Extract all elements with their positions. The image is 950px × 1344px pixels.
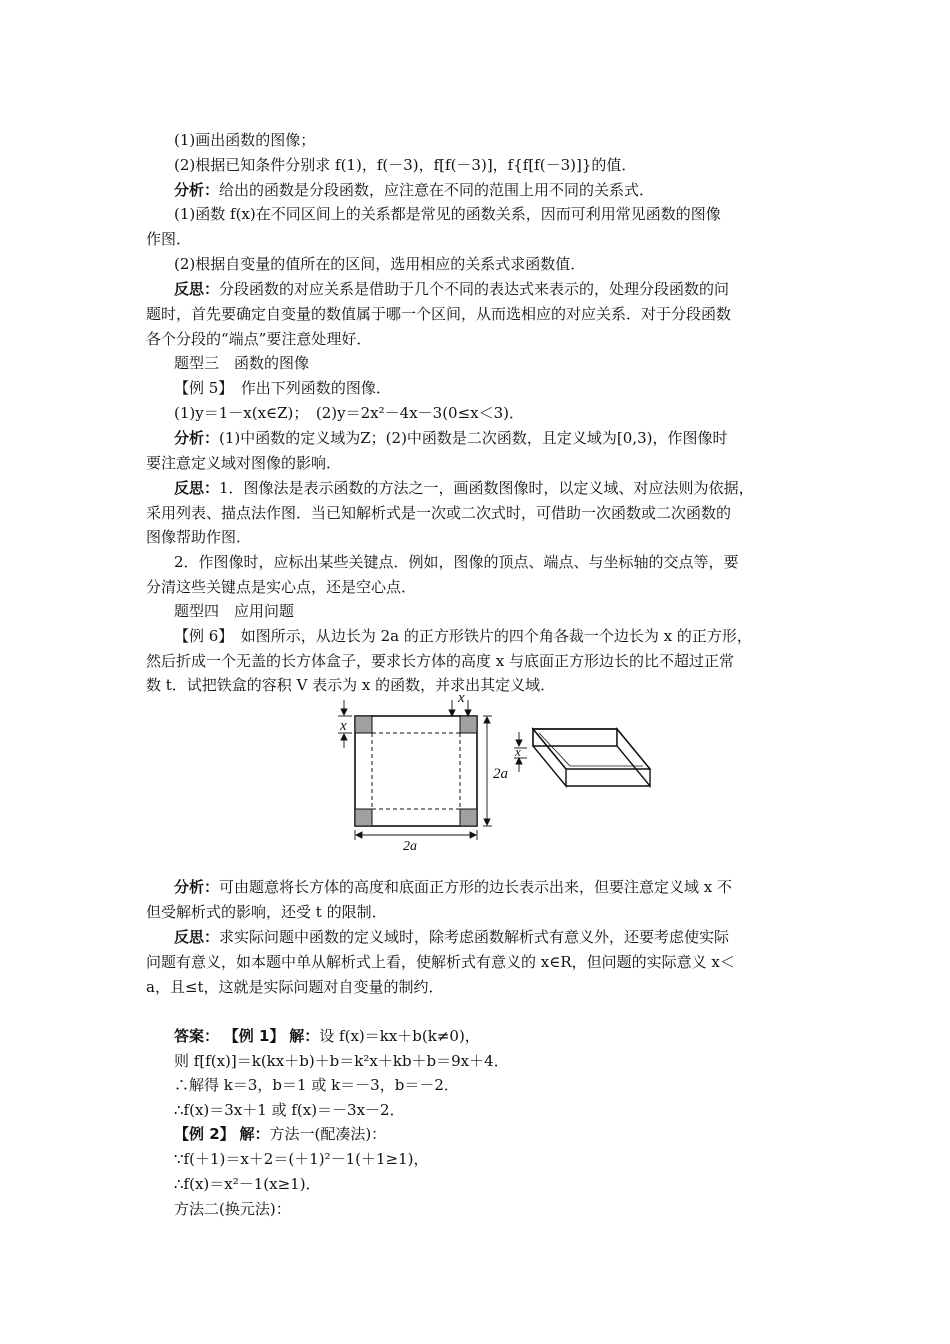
line-3 [174, 178, 654, 202]
answer-line-4: ∴f(x)＝3x＋1 或 f(x)＝－3x－2． [174, 1101, 405, 1119]
line-25: 但受解析式的影响，还受 t 的限制． [146, 903, 387, 921]
answer-line-6: ∵f(＋1)＝x＋2＝(＋1)²－1(＋1≥1)， [174, 1150, 429, 1168]
line-13-text: (1)中函数的定义域为Z；(2)中函数是二次函数，且定义域为[0,3)，作图像时 [219, 429, 728, 447]
analysis-label: 分析： [174, 429, 220, 447]
line-6: (2)根据自变量的值所在的区间，选用相应的关系式求函数值． [174, 255, 586, 273]
example-6-line-3: 数 t．试把铁盒的容积 V 表示为 x 的函数，并求出其定义域． [146, 676, 556, 694]
line-9: 各个分段的“端点”要注意处理好． [146, 330, 372, 348]
line-14: 要注意定义域对图像的影响． [146, 454, 342, 472]
line-24 [174, 875, 732, 899]
line-2: (2)根据已知条件分别求 f(1)，f(－3)，f[f(－3)]，f{f[f(－3)]}的值． [174, 156, 637, 174]
answer-line-7: ∴f(x)＝x²－1(x≥1)． [174, 1175, 321, 1193]
line-15-text: 1．图像法是表示函数的方法之一，画函数图像时，以定义域、对应法则为依据， [219, 479, 754, 497]
example-5-title: 【例 5】 作出下列函数的图像． [174, 379, 391, 397]
line-3-text: 给出的函数是分段函数，应注意在不同的范围上用不同的关系式． [219, 181, 655, 199]
reflection-label: 反思： [174, 280, 220, 298]
solution-label: 解： [289, 1027, 320, 1045]
box-right-face [617, 729, 650, 786]
cut-size-label-left: x [340, 718, 347, 734]
box-folding-figure [330, 690, 660, 854]
line-18: 2．作图像时，应标出某些关键点．例如，图像的顶点、端点、与坐标轴的交点等，要 [174, 553, 739, 571]
line-24-text: 可由题意将长方体的高度和底面正方形的边长表示出来，但要注意定义域 x 不 [219, 878, 733, 896]
section-3-heading: 题型三 函数的图像 [174, 354, 310, 372]
side-length-label-bottom: 2a [403, 839, 417, 854]
corner-cut-bottom-left [355, 809, 372, 826]
answer-line-1-text: 设 f(x)＝kx＋b(k≠0)， [319, 1027, 480, 1045]
reflection-label: 反思： [174, 479, 220, 497]
line-7-text: 分段函数的对应关系是借助于几个不同的表达式来表示的，处理分段函数的问 [219, 280, 730, 298]
corner-cut-top-right [460, 716, 477, 733]
line-7 [174, 277, 729, 301]
example-2-label: 【例 2】 [174, 1125, 235, 1143]
answer-line-3: ∴解得 k＝3，b＝1 或 k＝－3，b＝－2． [174, 1076, 459, 1094]
answer-label: 答案： [174, 1027, 220, 1045]
corner-cut-bottom-right [460, 809, 477, 826]
example-5-formulas: (1)y＝1－x(x∈Z)； (2)y＝2x²－4x－3(0≤x＜3)． [174, 404, 525, 422]
side-length-label-right: 2a [493, 766, 508, 782]
line-1: (1)画出函数的图像； [174, 131, 316, 149]
reflection-label: 反思： [174, 928, 220, 946]
answer-line-5 [174, 1122, 386, 1146]
answer-line-2: 则 f[f(x)]＝k(kx＋b)＋b＝k²x＋kb＋b＝9x＋4． [174, 1052, 509, 1070]
line-4: (1)函数 f(x)在不同区间上的关系都是常见的函数关系，因而可利用常见函数的图像 [174, 205, 721, 223]
line-26 [174, 925, 729, 949]
corner-cut-top-left [355, 716, 372, 733]
line-13 [174, 426, 728, 450]
answer-line-1 [174, 1024, 480, 1048]
example-6-line-2: 然后折成一个无盖的长方体盒子，要求长方体的高度 x 与底面正方形边长的比不超过正常 [146, 652, 734, 670]
analysis-label: 分析： [174, 181, 220, 199]
line-28: a，且≤t，这就是实际问题对自变量的制约． [146, 978, 444, 996]
line-8: 题时，首先要确定自变量的数值属于哪一个区间，从而选相应的对应关系．对于分段函数 [146, 305, 732, 323]
section-4-heading: 题型四 应用问题 [174, 602, 295, 620]
example-1-label: 【例 1】 [223, 1027, 285, 1045]
line-27: 问题有意义，如本题中单从解析式上看，使解析式有意义的 x∈R，但问题的实际意义 x＜ [146, 953, 735, 971]
line-17: 图像帮助作图． [146, 528, 252, 546]
answer-line-8: 方法二(换元法)： [174, 1200, 291, 1218]
line-16: 采用列表、描点法作图．当已知解析式是一次或二次式时，可借助一次函数或二次函数的 [146, 504, 732, 522]
line-19: 分清这些关键点是实心点，还是空心点． [146, 578, 417, 596]
analysis-label: 分析： [174, 878, 220, 896]
answer-line-5-text: 方法一(配凑法)： [269, 1125, 387, 1143]
solution-label: 解： [239, 1125, 270, 1143]
box-height-label: x [515, 744, 521, 759]
line-15 [174, 476, 754, 500]
line-5: 作图． [146, 230, 192, 248]
example-6-line-1: 【例 6】 如图所示，从边长为 2a 的正方形铁片的四个角各裁一个边长为 x 的正方形， [174, 627, 752, 645]
cut-size-label-top: x [458, 690, 465, 706]
line-26-text: 求实际问题中函数的定义域时，除考虑函数解析式有意义外，还要考虑使实际 [219, 928, 730, 946]
